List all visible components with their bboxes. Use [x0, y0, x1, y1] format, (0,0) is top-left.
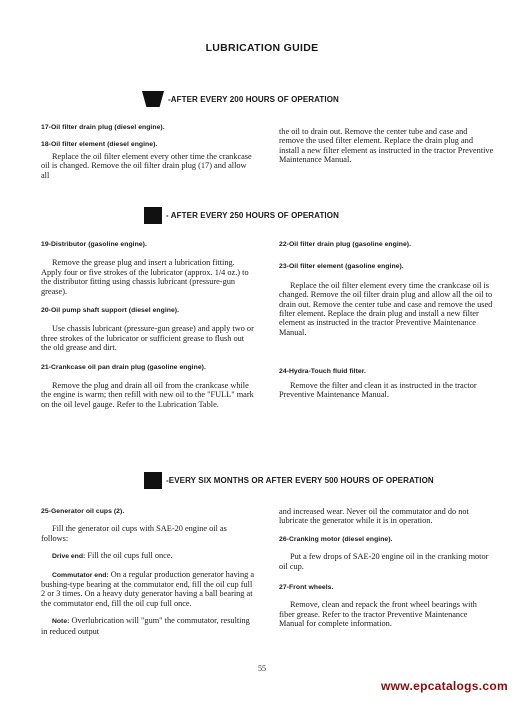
note-label: Note:	[52, 618, 70, 626]
page-number: 55	[258, 664, 266, 673]
section-3-left-column	[41, 507, 256, 646]
section-2-right-column	[279, 240, 494, 409]
section-1-right-column	[279, 127, 494, 175]
item-heading: 20-Oil pump shaft support (diesel engine).	[41, 307, 180, 315]
section-1-left-column	[41, 123, 256, 190]
item-text: Remove the filter and clean it as instructed in the tractor Preventive Maintenance Manual.	[279, 380, 477, 400]
item-text: Remove, clean and repack the front wheel bearings with fiber grease. Refer to the tractor Preventive Maintenance Manual for complete information.	[279, 600, 477, 629]
drive-end-text: Fill the oil cups full once.	[87, 551, 173, 561]
item-heading: 17-Oil filter drain plug (diesel engine).	[41, 124, 165, 131]
item-text: Remove the grease plug and insert a lubrication fitting. Apply four or five strokes of the lubricator (approx. 1/4 oz.) to the distributor fitting using chassis lubricant (pressure-gun grease).	[41, 258, 249, 296]
commutator-end-paragraph	[41, 570, 256, 609]
page-title: LUBRICATION GUIDE	[205, 42, 319, 54]
watermark: www.epcatalogs.com	[381, 679, 508, 693]
item-text: and increased wear. Never oil the commutator and do not lubricate the generator while it is in operation.	[279, 507, 469, 526]
note-paragraph	[41, 616, 256, 636]
section-2-left-column	[41, 240, 256, 419]
item-text: Remove the plug and drain all oil from the crankcase while the engine is warm; then refill with new oil to the "FULL" mark on the oil level gauge. Refer to the Lubrication Table.	[41, 381, 254, 409]
section-3-right-column	[279, 507, 494, 639]
section-heading-text: -AFTER EVERY 200 HOURS OF OPERATION	[168, 94, 339, 104]
item-heading: 23-Oil filter element (gasoline engine).	[279, 263, 404, 271]
item-heading: 25-Generator oil cups (2).	[41, 508, 125, 515]
commutator-end-text: On a regular production generator having a bushing-type bearing at the commutator end, fill the oil cup full 2 or 3 times. On a heavy duty generator having a ball bearing at the commutator end, fill the oil cup full once.	[41, 569, 255, 608]
item-heading: 18-Oil filter element (diesel engine).	[41, 141, 158, 149]
square-marker-icon	[144, 207, 162, 224]
square-marker-icon	[144, 472, 162, 489]
section-heading-500-hours	[144, 472, 434, 489]
note-text: Overlubrication will "gum" the commutator, resulting in reduced output	[41, 616, 250, 636]
drive-end-label: Drive end:	[52, 553, 86, 561]
section-heading-text: -EVERY SIX MONTHS OR AFTER EVERY 500 HOURS OF OPERATION	[166, 476, 434, 485]
item-heading: 19-Distributor (gasoline engine).	[41, 241, 147, 248]
item-heading: 24-Hydra-Touch fluid filter.	[279, 368, 366, 376]
triangle-marker-icon	[142, 91, 164, 107]
item-text: Fill the generator oil cups with SAE-20 engine oil as follows:	[41, 524, 227, 543]
item-heading: 21-Crankcase oil pan drain plug (gasoline engine).	[41, 363, 206, 371]
section-heading-text: - AFTER EVERY 250 HOURS OF OPERATION	[166, 211, 339, 220]
item-text: Replace the oil filter element every other time the crankcase oil is changed. Remove the oil filter drain plug (17) and allow all	[41, 151, 252, 180]
item-heading: 22-Oil filter drain plug (gasoline engine).	[279, 241, 412, 248]
item-heading: 27-Front wheels.	[279, 584, 334, 592]
drive-end-paragraph	[41, 551, 256, 561]
item-text: Use chassis lubricant (pressure-gun grease) and apply two or three strokes of the lubricator or sufficient grease to flush out the old grease and dirt.	[41, 324, 254, 353]
section-heading-250-hours	[144, 207, 339, 224]
item-text: the oil to drain out. Remove the center tube and case and remove the used filter element. Replace the drain plug and install a new filter element as instructed in the tractor Preventive Maintenance Manual.	[279, 127, 494, 165]
item-heading: 26-Cranking motor (diesel engine).	[279, 535, 393, 543]
commutator-end-label: Commutator end:	[52, 571, 109, 579]
item-text: Replace the oil filter element every time the crankcase oil is changed. Remove the oil filter drain plug and allow all the oil to drain out. Remove the center tube and case and remove the used filter element. Replace the drain plug and install a new filter element as instructed in the tractor Preventive Maintenance Manual.	[279, 280, 493, 337]
item-text: Put a few drops of SAE-20 engine oil in the cranking motor oil cup.	[279, 552, 489, 571]
section-heading-200-hours	[142, 91, 339, 107]
